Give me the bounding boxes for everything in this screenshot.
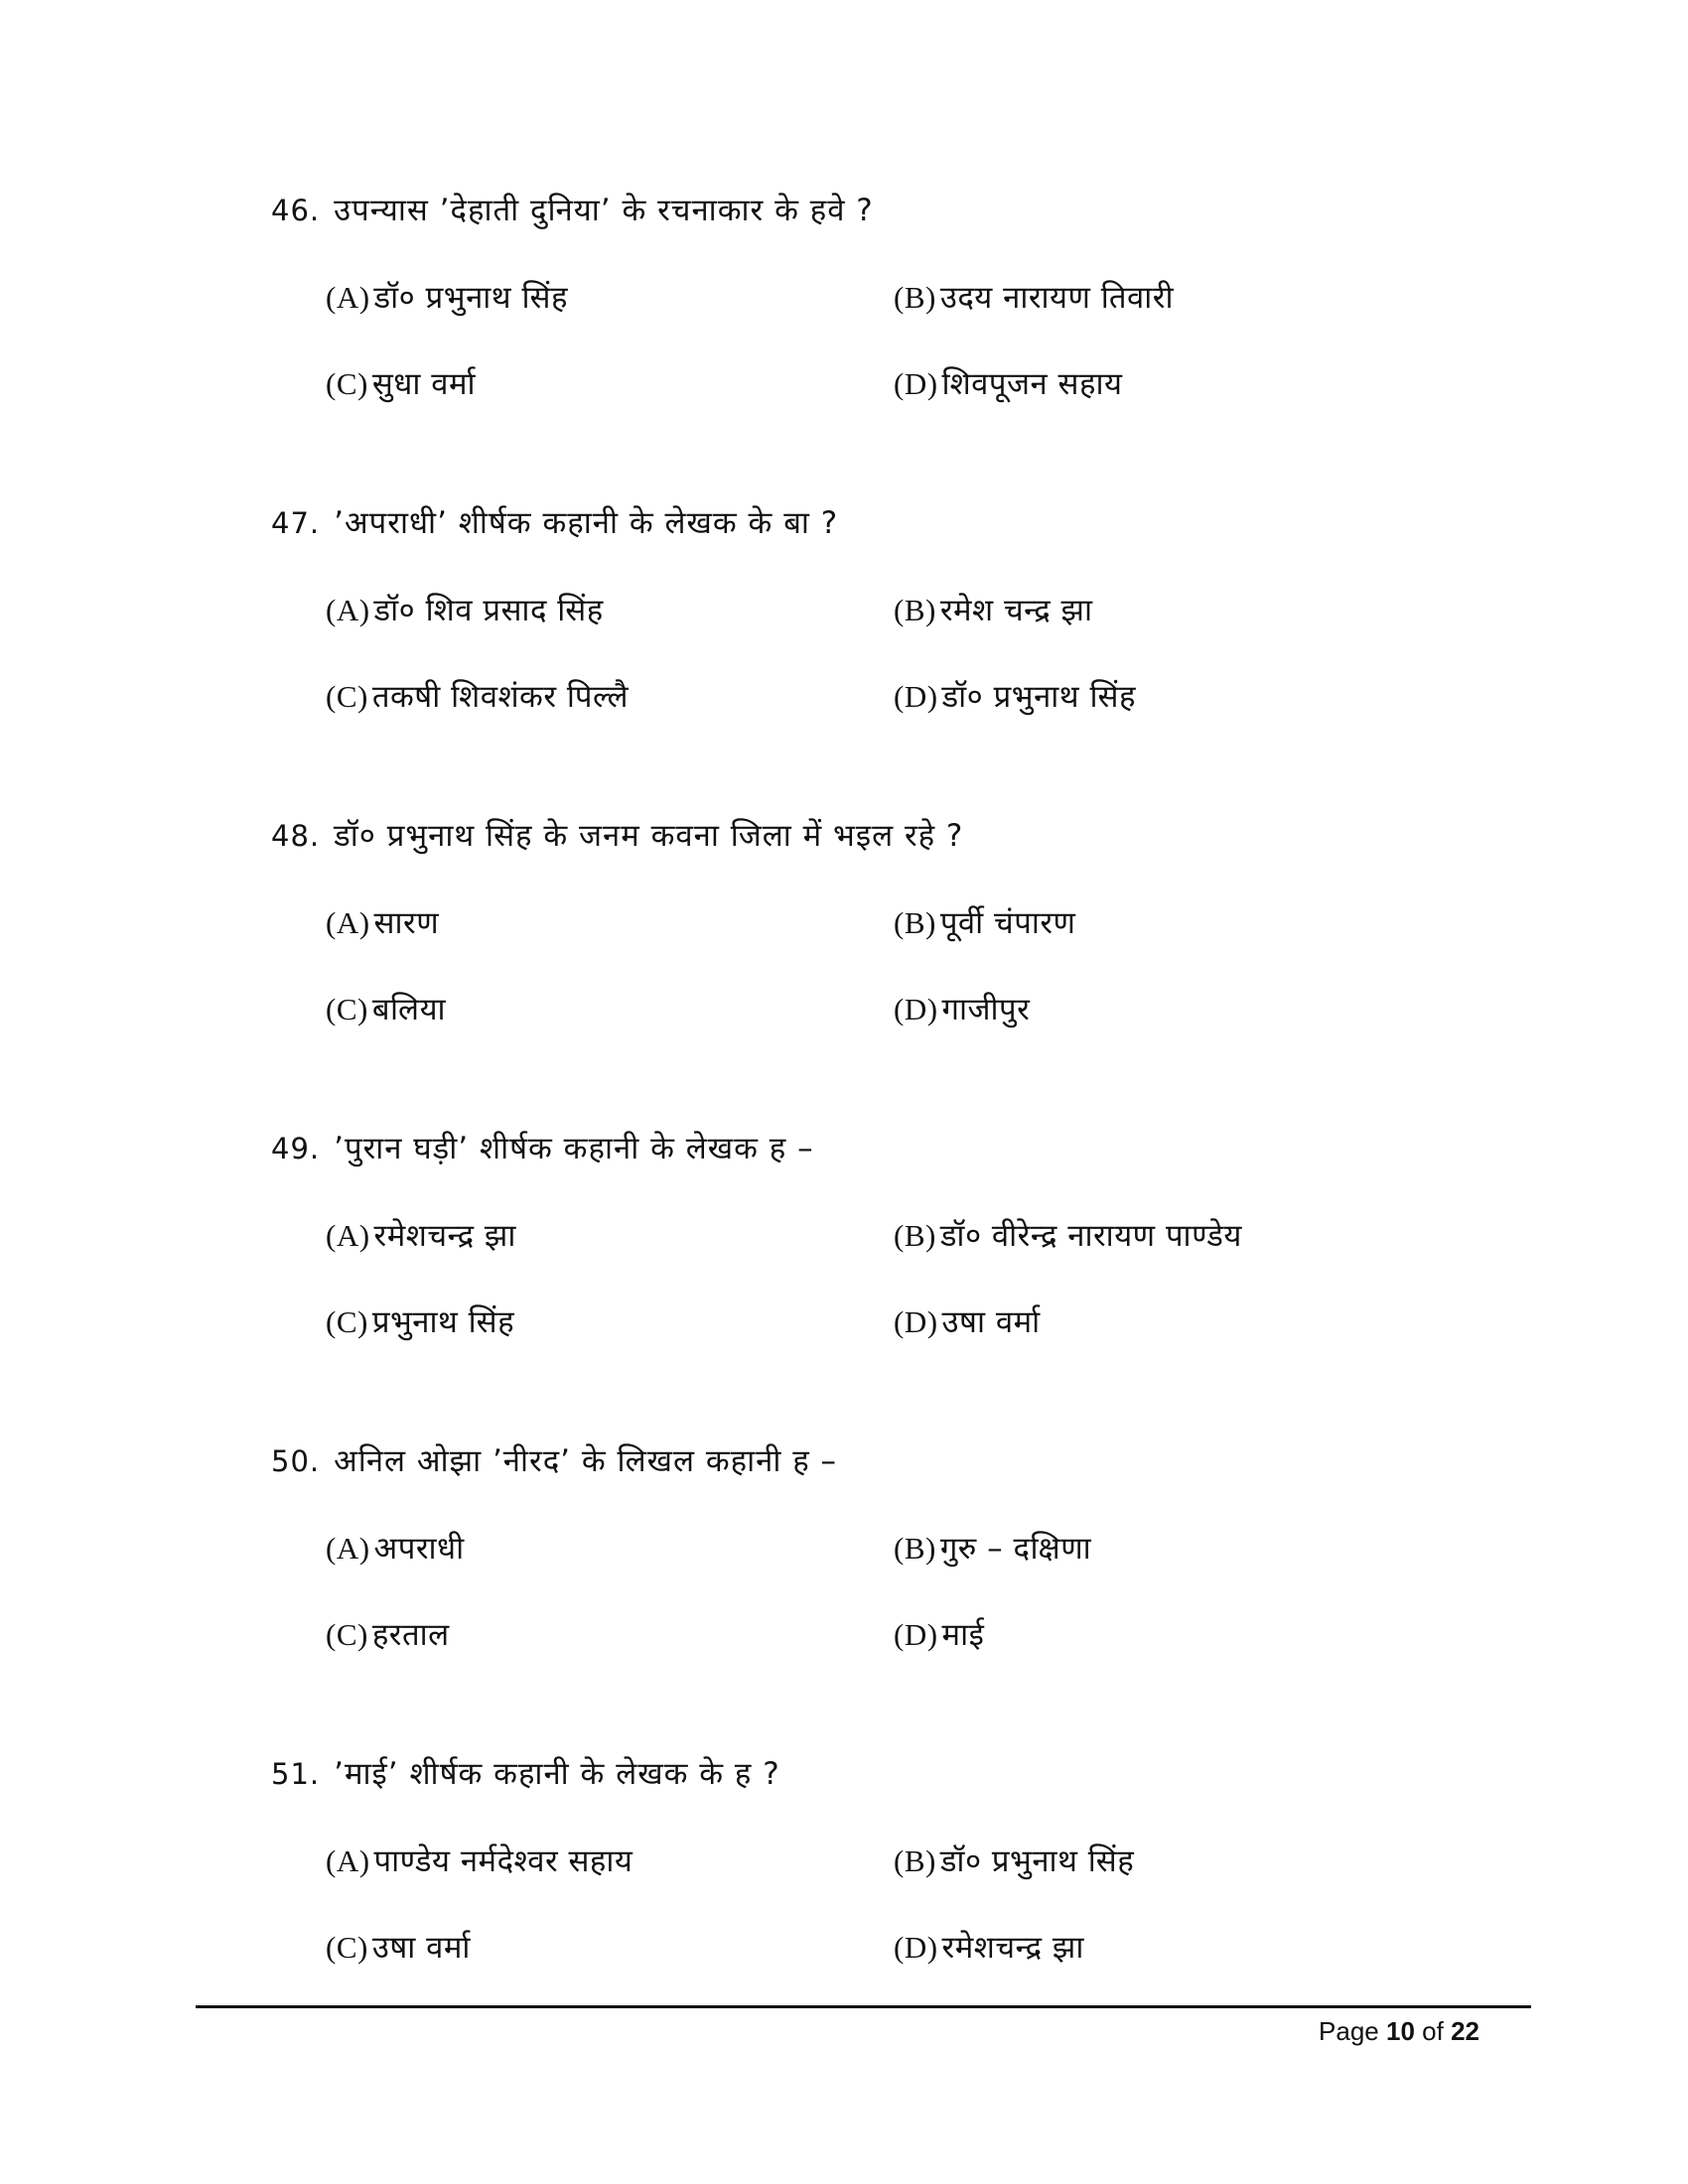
- option-letter: (B): [894, 593, 936, 627]
- question-text: ’अपराधी’ शीर्षक कहानी के लेखक के बा ?: [334, 505, 839, 541]
- question-51: [0, 1752, 1688, 2010]
- option-letter: (D): [894, 1930, 938, 1965]
- option-letter: (C): [326, 1617, 368, 1652]
- option-text: डॉ० वीरेन्द्र नारायण पाण्डेय: [939, 1218, 1242, 1254]
- question-text: ’माई’ शीर्षक कहानी के लेखक के ह ?: [334, 1756, 780, 1792]
- option-a: [326, 276, 568, 318]
- option-text: रमेश चन्द्र झा: [939, 593, 1093, 628]
- total-pages: 22: [1451, 2016, 1479, 2046]
- option-letter: (C): [326, 1930, 368, 1965]
- question-number: 47.: [271, 506, 321, 540]
- page-number: [1319, 2016, 1479, 2047]
- question-47: [0, 501, 1688, 759]
- option-d: [894, 362, 1123, 404]
- option-b: [894, 1214, 1242, 1256]
- option-letter: (D): [894, 992, 938, 1026]
- option-letter: (D): [894, 679, 938, 714]
- option-a: [326, 1840, 633, 1881]
- option-d: [894, 675, 1136, 717]
- option-text: उषा वर्मा: [371, 1930, 471, 1966]
- option-text: डॉ० प्रभुनाथ सिंह: [373, 280, 568, 316]
- option-letter: (C): [326, 679, 368, 714]
- option-letter: (C): [326, 366, 368, 401]
- option-text: पाण्डेय नर्मदेश्वर सहाय: [373, 1843, 633, 1879]
- option-text: हरताल: [371, 1617, 450, 1653]
- question-number: 51.: [271, 1757, 321, 1791]
- page-word: Page: [1319, 2016, 1379, 2046]
- option-letter: (D): [894, 1304, 938, 1339]
- option-text: प्रभुनाथ सिंह: [371, 1304, 515, 1340]
- option-letter: (C): [326, 992, 368, 1026]
- footer-divider: [196, 2005, 1531, 2008]
- option-b: [894, 1527, 1091, 1569]
- option-letter: (D): [894, 1617, 938, 1652]
- option-c: [326, 988, 446, 1029]
- option-letter: (A): [326, 905, 370, 940]
- option-letter: (C): [326, 1304, 368, 1339]
- option-a: [326, 901, 439, 943]
- question-46: [0, 189, 1688, 447]
- option-a: [326, 1527, 465, 1569]
- option-text: अपराधी: [373, 1531, 465, 1567]
- option-text: तकषी शिवशंकर पिल्लै: [371, 679, 630, 715]
- question-stem: [271, 501, 838, 543]
- option-text: सारण: [373, 905, 440, 941]
- option-text: उदय नारायण तिवारी: [939, 280, 1174, 316]
- question-stem: [271, 1439, 837, 1481]
- option-letter: (B): [894, 1531, 936, 1566]
- question-number: 49.: [271, 1132, 321, 1165]
- option-text: डॉ० शिव प्रसाद सिंह: [373, 593, 604, 628]
- option-letter: (B): [894, 280, 936, 315]
- option-letter: (A): [326, 280, 370, 315]
- option-a: [326, 589, 604, 630]
- option-c: [326, 1926, 471, 1968]
- question-text: उपन्यास ’देहाती दुनिया’ के रचनाकार के हवे ?: [334, 193, 874, 228]
- question-48: [0, 814, 1688, 1072]
- option-letter: (A): [326, 1531, 370, 1566]
- of-word: of: [1422, 2016, 1444, 2046]
- option-text: माई: [941, 1617, 985, 1653]
- option-text: सुधा वर्मा: [371, 366, 477, 402]
- option-text: डॉ० प्रभुनाथ सिंह: [941, 679, 1136, 715]
- option-d: [894, 1300, 1041, 1342]
- option-d: [894, 1613, 984, 1655]
- option-c: [326, 1613, 450, 1655]
- option-text: बलिया: [371, 992, 447, 1027]
- option-letter: (A): [326, 593, 370, 627]
- option-letter: (D): [894, 366, 938, 401]
- option-b: [894, 589, 1093, 630]
- option-b: [894, 1840, 1134, 1881]
- option-b: [894, 276, 1174, 318]
- question-number: 46.: [271, 194, 321, 227]
- question-text: अनिल ओझा ’नीरद’ के लिखल कहानी ह –: [334, 1443, 838, 1479]
- option-text: रमेशचन्द्र झा: [941, 1930, 1084, 1966]
- question-number: 48.: [271, 819, 321, 853]
- option-c: [326, 362, 476, 404]
- option-text: पूर्वी चंपारण: [939, 905, 1076, 941]
- question-stem: [271, 189, 874, 230]
- option-text: शिवपूजन सहाय: [941, 366, 1123, 402]
- option-letter: (B): [894, 905, 936, 940]
- current-page: 10: [1386, 2016, 1415, 2046]
- option-text: डॉ० प्रभुनाथ सिंह: [939, 1843, 1135, 1879]
- option-text: गुरु – दक्षिणा: [939, 1531, 1092, 1567]
- option-b: [894, 901, 1075, 943]
- question-number: 50.: [271, 1444, 321, 1478]
- option-d: [894, 1926, 1084, 1968]
- question-49: [0, 1127, 1688, 1385]
- option-text: रमेशचन्द्र झा: [373, 1218, 516, 1254]
- option-letter: (B): [894, 1843, 936, 1878]
- option-letter: (B): [894, 1218, 936, 1253]
- option-d: [894, 988, 1030, 1029]
- option-c: [326, 1300, 514, 1342]
- option-letter: (A): [326, 1843, 370, 1878]
- question-stem: [271, 1127, 814, 1168]
- option-text: गाजीपुर: [941, 992, 1031, 1027]
- option-c: [326, 675, 629, 717]
- question-stem: [271, 814, 963, 856]
- question-stem: [271, 1752, 780, 1794]
- question-text: डॉ० प्रभुनाथ सिंह के जनम कवना जिला में भइल रहे ?: [334, 818, 964, 854]
- option-a: [326, 1214, 516, 1256]
- question-text: ’पुरान घड़ी’ शीर्षक कहानी के लेखक ह –: [334, 1131, 814, 1166]
- question-50: [0, 1439, 1688, 1698]
- option-text: उषा वर्मा: [941, 1304, 1041, 1340]
- option-letter: (A): [326, 1218, 370, 1253]
